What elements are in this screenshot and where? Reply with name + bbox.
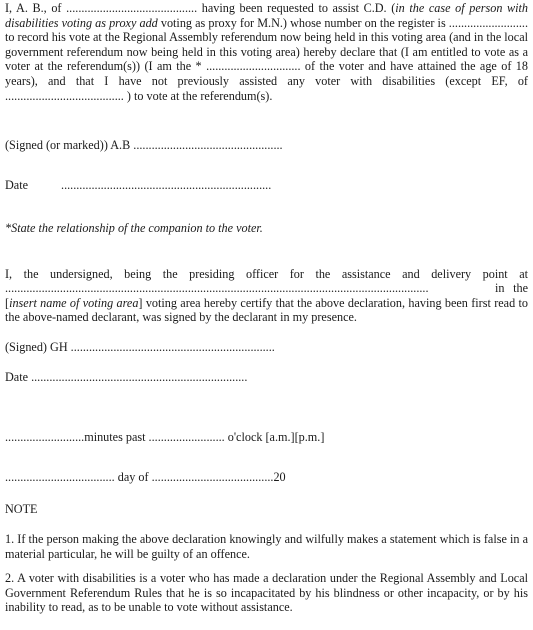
signed-gh-line [5, 340, 528, 355]
closing-clause: ) to vote at the referendum(s). [123, 88, 273, 103]
date-blank: ..................................................................... [61, 178, 272, 192]
minutes-past-label: minutes past [84, 430, 146, 444]
delivery-point-blank: ........................................................................................................................................... [5, 281, 429, 295]
declarant-intro: I, A. B., of [5, 1, 62, 15]
time-line [5, 430, 528, 445]
date-line-2 [5, 370, 528, 385]
relationship-blank: ............................... [206, 59, 301, 74]
minutes-blank: .......................... [5, 430, 85, 444]
signed-gh-label: (Signed) GH [5, 340, 68, 354]
date-line [5, 178, 528, 193]
proxy-clause: voting as proxy for M.N.) whose number on the register is [157, 15, 446, 30]
date-blank-2: ....................................................................... [31, 370, 248, 384]
oclock-label: o'clock [a.m.][p.m.] [227, 430, 325, 444]
certificate-in-the: in the [ [5, 281, 528, 310]
except-blank: ....................................... [5, 88, 124, 103]
assist-clause: having been requested to assist C.D. ( [197, 1, 396, 15]
age-clause: of the voter and have attained the age of 18 years), and that I have not previously assisted any voter with disabilities (except EF, of [5, 59, 528, 88]
signature-label: (Signed (or marked)) A.B [5, 138, 131, 152]
referendum-clause: to record his vote at the Regional Assembly referendum now being held in this voting area (and in the local government referendum now being held in this voting area) hereby declare that (I am entitled to vote as a voter at the referendum(s)) (I am the * [5, 30, 528, 74]
relationship-footnote: *State the relationship of the companion to the voter. [5, 221, 263, 235]
signature-blank: ................................................. [133, 138, 283, 152]
certificate-line-1: I, the undersigned, being the presiding officer for the assistance and delivery point at [5, 267, 528, 281]
register-number-blank: .......................... [448, 15, 529, 30]
day-line [5, 470, 528, 485]
signature-line [5, 138, 528, 153]
certificate-paragraph [5, 281, 528, 325]
day-of-label: day of [117, 470, 149, 484]
note-1: 1. If the person making the above declaration knowingly and wilfully makes a statement which is false in a material particular, he will be guilty of an offence. [5, 532, 528, 561]
certificate-clause: ] voting area hereby certify that the above declaration, having been first read to the above-named declarant, was signed by the declarant in my presence. [5, 295, 528, 325]
voting-area-instruction: insert name of voting area [9, 295, 139, 310]
year-prefix: 20 [273, 470, 286, 484]
day-blank: .................................... [5, 470, 115, 484]
note-heading: NOTE [5, 502, 38, 516]
declaration-paragraph [5, 1, 528, 103]
note-2: 2. A voter with disabilities is a voter who has made a declaration under the Regional Assembly and Local Government Referendum Rules that he is so incapacitated by his blindness or other incapacity, or by his inability to read, as to be unable to vote without assistance. [5, 571, 528, 615]
hour-blank: ......................... [148, 430, 225, 444]
signed-gh-blank: ................................................................... [70, 340, 275, 354]
proxy-instruction: in the case of person with disabilities voting as proxy add [5, 1, 529, 30]
address-blank: ........................................... [66, 1, 198, 15]
date-label: Date [5, 178, 29, 192]
date-label-2: Date [5, 370, 29, 384]
month-blank: ........................................ [151, 470, 274, 484]
